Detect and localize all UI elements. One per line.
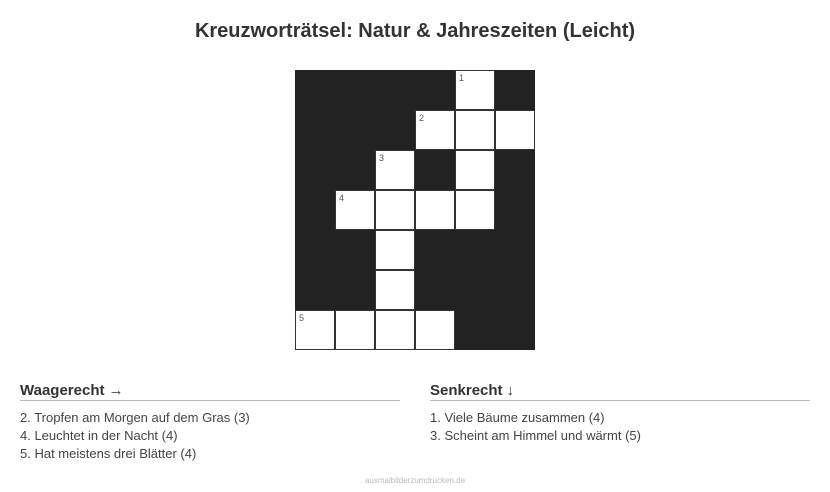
crossword-cell[interactable] xyxy=(455,190,495,230)
down-heading-label: Senkrecht xyxy=(430,382,503,399)
across-clues xyxy=(20,382,400,463)
down-clues xyxy=(430,382,810,445)
crossword-cell[interactable] xyxy=(335,310,375,350)
clue-number: 4 xyxy=(339,193,345,203)
right-arrow-icon: → xyxy=(108,382,124,399)
crossword-cell[interactable] xyxy=(295,310,335,350)
crossword-cell[interactable] xyxy=(375,230,415,270)
down-heading xyxy=(430,382,810,401)
crossword-cell[interactable] xyxy=(415,110,455,150)
across-clue: 5. Hat meistens drei Blätter (4) xyxy=(20,446,197,461)
crossword-cell[interactable] xyxy=(375,270,415,310)
crossword-cell[interactable] xyxy=(375,190,415,230)
clue-number: 2 xyxy=(419,113,425,123)
crossword-cell[interactable] xyxy=(495,110,535,150)
down-arrow-icon: ↓ xyxy=(506,382,515,399)
crossword-cell[interactable] xyxy=(375,310,415,350)
page-title: Kreuzworträtsel: Natur & Jahreszeiten (Leicht) xyxy=(194,20,636,42)
footer-credit: ausmalbilderzumdrucken.de xyxy=(364,476,466,485)
down-clue: 3. Scheint am Himmel und wärmt (5) xyxy=(430,428,641,443)
crossword-cell[interactable] xyxy=(335,190,375,230)
crossword-grid xyxy=(295,70,535,350)
crossword-cell[interactable] xyxy=(455,110,495,150)
clue-number: 5 xyxy=(299,313,305,323)
across-heading-label: Waagerecht xyxy=(20,382,105,399)
across-heading xyxy=(20,382,400,401)
across-clue: 2. Tropfen am Morgen auf dem Gras (3) xyxy=(20,410,250,425)
crossword-cell[interactable] xyxy=(415,190,455,230)
clue-number: 1 xyxy=(459,73,465,83)
crossword-cell[interactable] xyxy=(415,310,455,350)
crossword-cell[interactable] xyxy=(455,70,495,110)
down-clue: 1. Viele Bäume zusammen (4) xyxy=(430,410,605,425)
across-clue: 4. Leuchtet in der Nacht (4) xyxy=(20,428,178,443)
crossword-cell[interactable] xyxy=(375,150,415,190)
crossword-cell[interactable] xyxy=(455,150,495,190)
clue-number: 3 xyxy=(379,153,385,163)
